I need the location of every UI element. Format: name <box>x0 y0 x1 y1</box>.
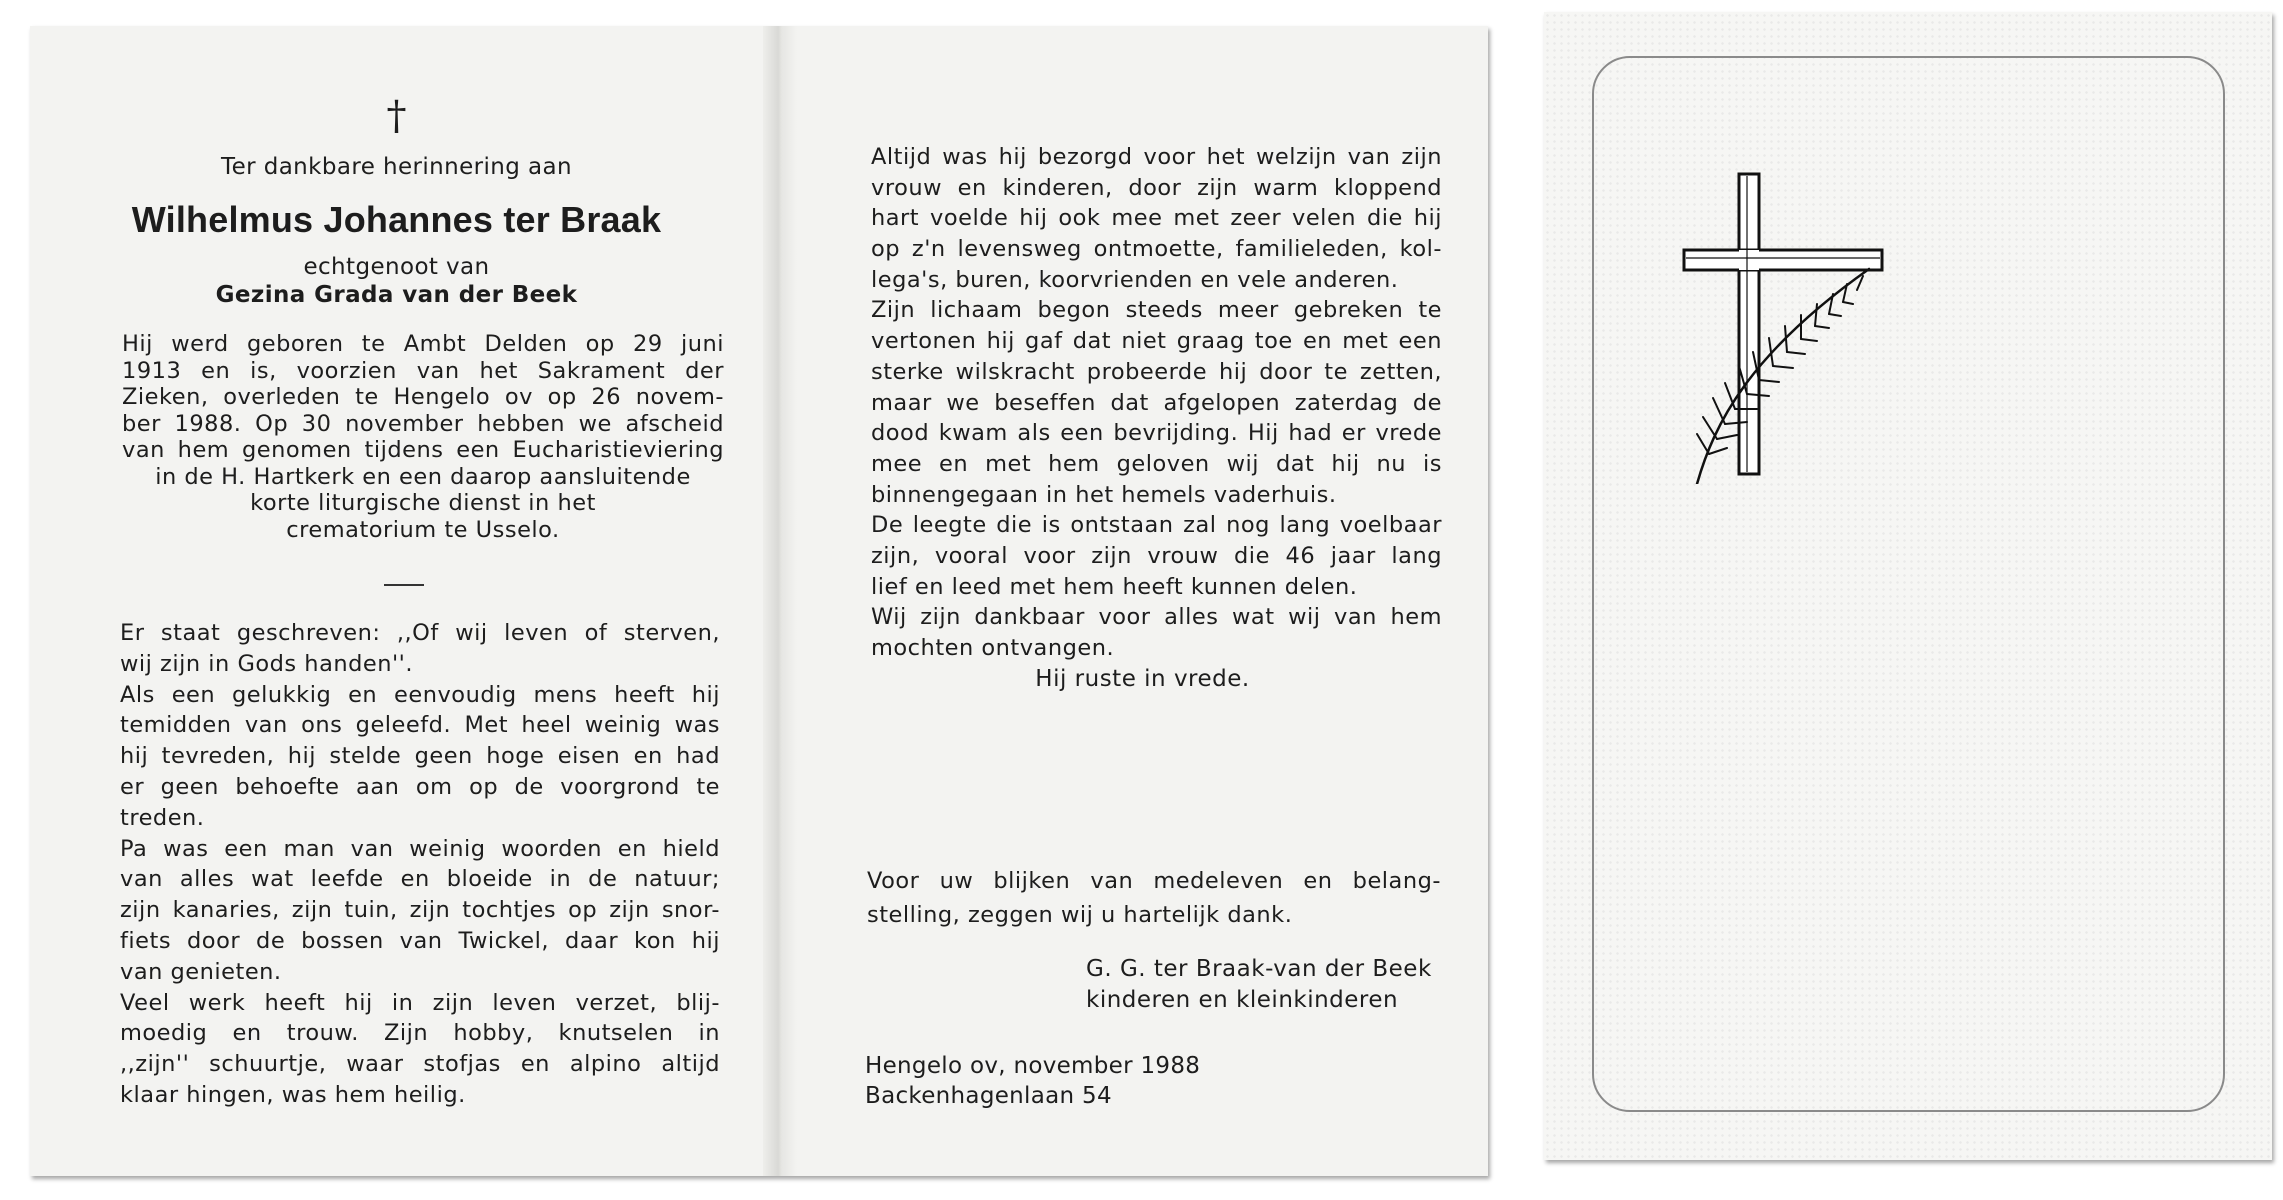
text-line: sterke wilskracht probeerde hij door te zetten, <box>871 358 1442 385</box>
text-line: Wij zijn dankbaar voor alles wat wij van hem <box>871 604 1442 631</box>
right-page <box>797 26 1488 1176</box>
card-illustration <box>1679 154 1899 488</box>
text-line: van genieten. <box>120 958 282 985</box>
cross-symbol: † <box>386 93 407 139</box>
text-line: Pa was een man van weinig woorden en hield <box>120 835 720 862</box>
text-line: zijn kanaries, zijn tuin, zijn tochtjes op zijn snor- <box>120 897 720 924</box>
text-line: Er staat geschreven: ,,Of wij leven of sterven, <box>120 620 720 646</box>
text-line: De leegte die is ontstaan zal nog lang voelbaar <box>871 512 1442 539</box>
text-line: klaar hingen, was hem heilig. <box>120 1081 466 1108</box>
text-line: korte liturgische dienst in het <box>250 490 596 516</box>
text-line: Voor uw blijken van medeleven en belang- <box>867 868 1441 894</box>
place-date: Hengelo ov, november 1988 <box>865 1053 1201 1079</box>
text-line: in de H. Hartkerk en een daarop aansluitende <box>155 463 691 490</box>
text-line: Altijd was hij bezorgd voor het welzijn van zijn <box>871 144 1442 170</box>
signer-line: kinderen en kleinkinderen <box>1086 987 1399 1013</box>
rest-in-peace-text: Hij ruste in vrede. <box>1035 666 1250 692</box>
biography-paragraph <box>122 331 724 543</box>
text-line: Als een gelukkig en eenvoudig mens heeft hij <box>120 681 720 708</box>
dedication-text: Ter dankbare herinnering aan <box>221 154 572 180</box>
text-line: er geen behoefte aan om op de voorgrond te <box>120 773 720 800</box>
section-divider <box>384 584 424 586</box>
spouse-label: echtgenoot van <box>303 254 490 280</box>
text-line: hij tevreden, hij stelde geen hoge eisen en had <box>120 743 720 770</box>
palm-branch-icon <box>1697 269 1869 484</box>
text-line: ,,zijn'' schuurtje, waar stofjas en alpino altijd <box>120 1051 720 1078</box>
text-line: Hij werd geboren te Ambt Delden op 29 juni <box>122 331 724 357</box>
text-line: ber 1988. Op 30 november hebben we afscheid <box>122 410 724 437</box>
text-line: binnengegaan in het hemels vaderhuis. <box>871 481 1337 508</box>
text-line: Zijn lichaam begon steeds meer gebreken te <box>871 297 1442 324</box>
card-front <box>1544 12 2272 1160</box>
memorial-text-left <box>120 618 720 1111</box>
text-line: zijn, vooral voor zijn vrouw die 46 jaar lang <box>871 542 1442 569</box>
place-and-address <box>865 1051 1200 1111</box>
deceased-name: Wilhelmus Johannes ter Braak <box>131 199 662 240</box>
text-line: maar we beseffen dat afgelopen zaterdag de <box>871 389 1442 416</box>
memorial-text-right <box>871 142 1442 664</box>
cross-icon <box>1679 154 1899 484</box>
text-line: fiets door de bossen van Twickel, daar kon hij <box>120 927 720 954</box>
thank-you-text <box>867 864 1441 932</box>
text-line: wij zijn in Gods handen''. <box>120 650 414 677</box>
text-line: 1913 en is, voorzien van het Sakrament der <box>122 357 724 384</box>
text-line: crematorium te Usselo. <box>286 516 560 543</box>
text-line: mee en met hem geloven wij dat hij nu is <box>871 450 1442 477</box>
text-line: vertonen hij gaf dat niet graag toe en met een <box>871 328 1442 355</box>
text-line: stelling, zeggen wij u hartelijk dank. <box>867 902 1293 928</box>
text-line: lega's, buren, koorvrienden en vele anderen. <box>871 266 1399 293</box>
text-line: lief en leed met hem heeft kunnen delen. <box>871 573 1358 600</box>
text-line: Zieken, overleden te Hengelo ov op 26 novem- <box>122 384 724 410</box>
address: Backenhagenlaan 54 <box>865 1083 1112 1109</box>
text-line: moedig en trouw. Zijn hobby, knutselen in <box>120 1020 720 1047</box>
text-line: Veel werk heeft hij in zijn leven verzet, blij- <box>120 989 720 1016</box>
text-line: dood kwam als een bevrijding. Hij had er vrede <box>871 420 1442 447</box>
left-page <box>30 26 763 1176</box>
text-line: op z'n levensweg ontmoette, familieleden, kol- <box>871 236 1442 263</box>
family-signature <box>1086 954 1432 1016</box>
text-line: mochten ontvangen. <box>871 635 1115 661</box>
signer-line: G. G. ter Braak-van der Beek <box>1086 956 1432 982</box>
text-line: hart voelde hij ook mee met zeer velen die hij <box>871 205 1442 232</box>
center-fold <box>763 26 797 1176</box>
spouse-name: Gezina Grada van der Beek <box>215 282 578 308</box>
text-line: van alles wat leefde en bloeide in de natuur; <box>120 866 720 893</box>
text-line: treden. <box>120 804 205 831</box>
text-line: vrouw en kinderen, door zijn warm kloppend <box>871 174 1442 201</box>
text-line: van hem genomen tijdens een Eucharistieviering <box>122 437 724 463</box>
prayer-card-spread <box>30 26 1488 1176</box>
text-line: temidden van ons geleefd. Met heel weinig was <box>120 712 720 739</box>
